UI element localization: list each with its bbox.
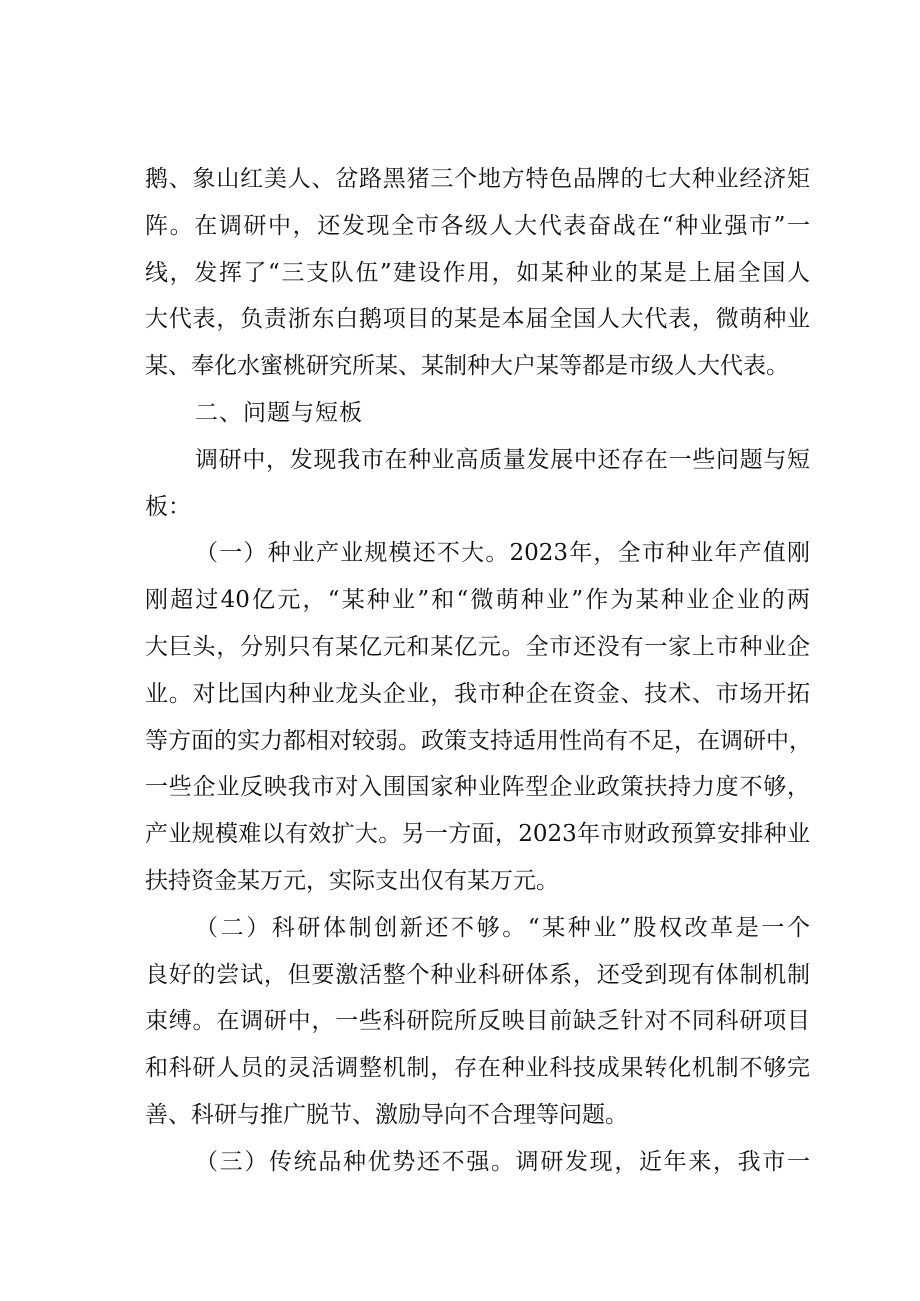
section-heading: 二、问题与短板 — [195, 399, 363, 426]
subsection-line: （一）种业产业规模还不大。2023年，全市种业年产值刚 — [195, 540, 810, 567]
subsection-line: （三）传统品种优势还不强。调研发现，近年来，我市一 — [195, 1148, 810, 1175]
paragraph-line: 一些企业反映我市对入围国家种业阵型企业政策扶持力度不够， — [145, 774, 810, 801]
paragraph-line: 某、奉化水蜜桃研究所某、某制种大户某等都是市级人大代表。 — [145, 353, 789, 380]
paragraph-line: 鹅、象山红美人、岔路黑猪三个地方特色品牌的七大种业经济矩 — [145, 166, 810, 192]
paragraph-line: 线，发挥了“三支队伍”建设作用，如某种业的某是上届全国人 — [145, 259, 810, 286]
paragraph-line: 良好的尝试，但要激活整个种业科研体系，还受到现有体制机制 — [145, 961, 810, 988]
paragraph-line: 大代表，负责浙东白鹅项目的某是本届全国人大代表，微萌种业 — [145, 306, 810, 333]
paragraph-line: 善、科研与推广脱节、激励导向不合理等问题。 — [145, 1101, 628, 1128]
document-body — [145, 156, 810, 1186]
paragraph-line: 扶持资金某万元，实际支出仅有某万元。 — [145, 867, 559, 894]
paragraph-line: 业。对比国内种业龙头企业，我市种企在资金、技术、市场开拓 — [145, 680, 810, 707]
paragraph-line: 刚超过40亿元，“某种业”和“微萌种业”作为某种业企业的两 — [145, 587, 810, 614]
paragraph-line: 产业规模难以有效扩大。另一方面，2023年市财政预算安排种业 — [145, 821, 810, 848]
paragraph-line: 大巨头，分别只有某亿元和某亿元。全市还没有一家上市种业企 — [145, 633, 810, 660]
paragraph-line: 束缚。在调研中，一些科研院所反映目前缺乏针对不同科研项目 — [145, 1008, 810, 1035]
paragraph-line: 阵。在调研中，还发现全市各级人大代表奋战在“种业强市”一 — [145, 212, 810, 239]
paragraph-line: 等方面的实力都相对较弱。政策支持适用性尚有不足，在调研中， — [145, 727, 812, 754]
subsection-line: （二）科研体制创新还不够。“某种业”股权改革是一个 — [195, 914, 810, 941]
paragraph-line: 板： — [145, 493, 191, 520]
paragraph-line: 调研中，发现我市在种业高质量发展中还存在一些问题与短 — [195, 446, 810, 473]
paragraph-line: 和科研人员的灵活调整机制，存在种业科技成果转化机制不够完 — [145, 1055, 810, 1082]
